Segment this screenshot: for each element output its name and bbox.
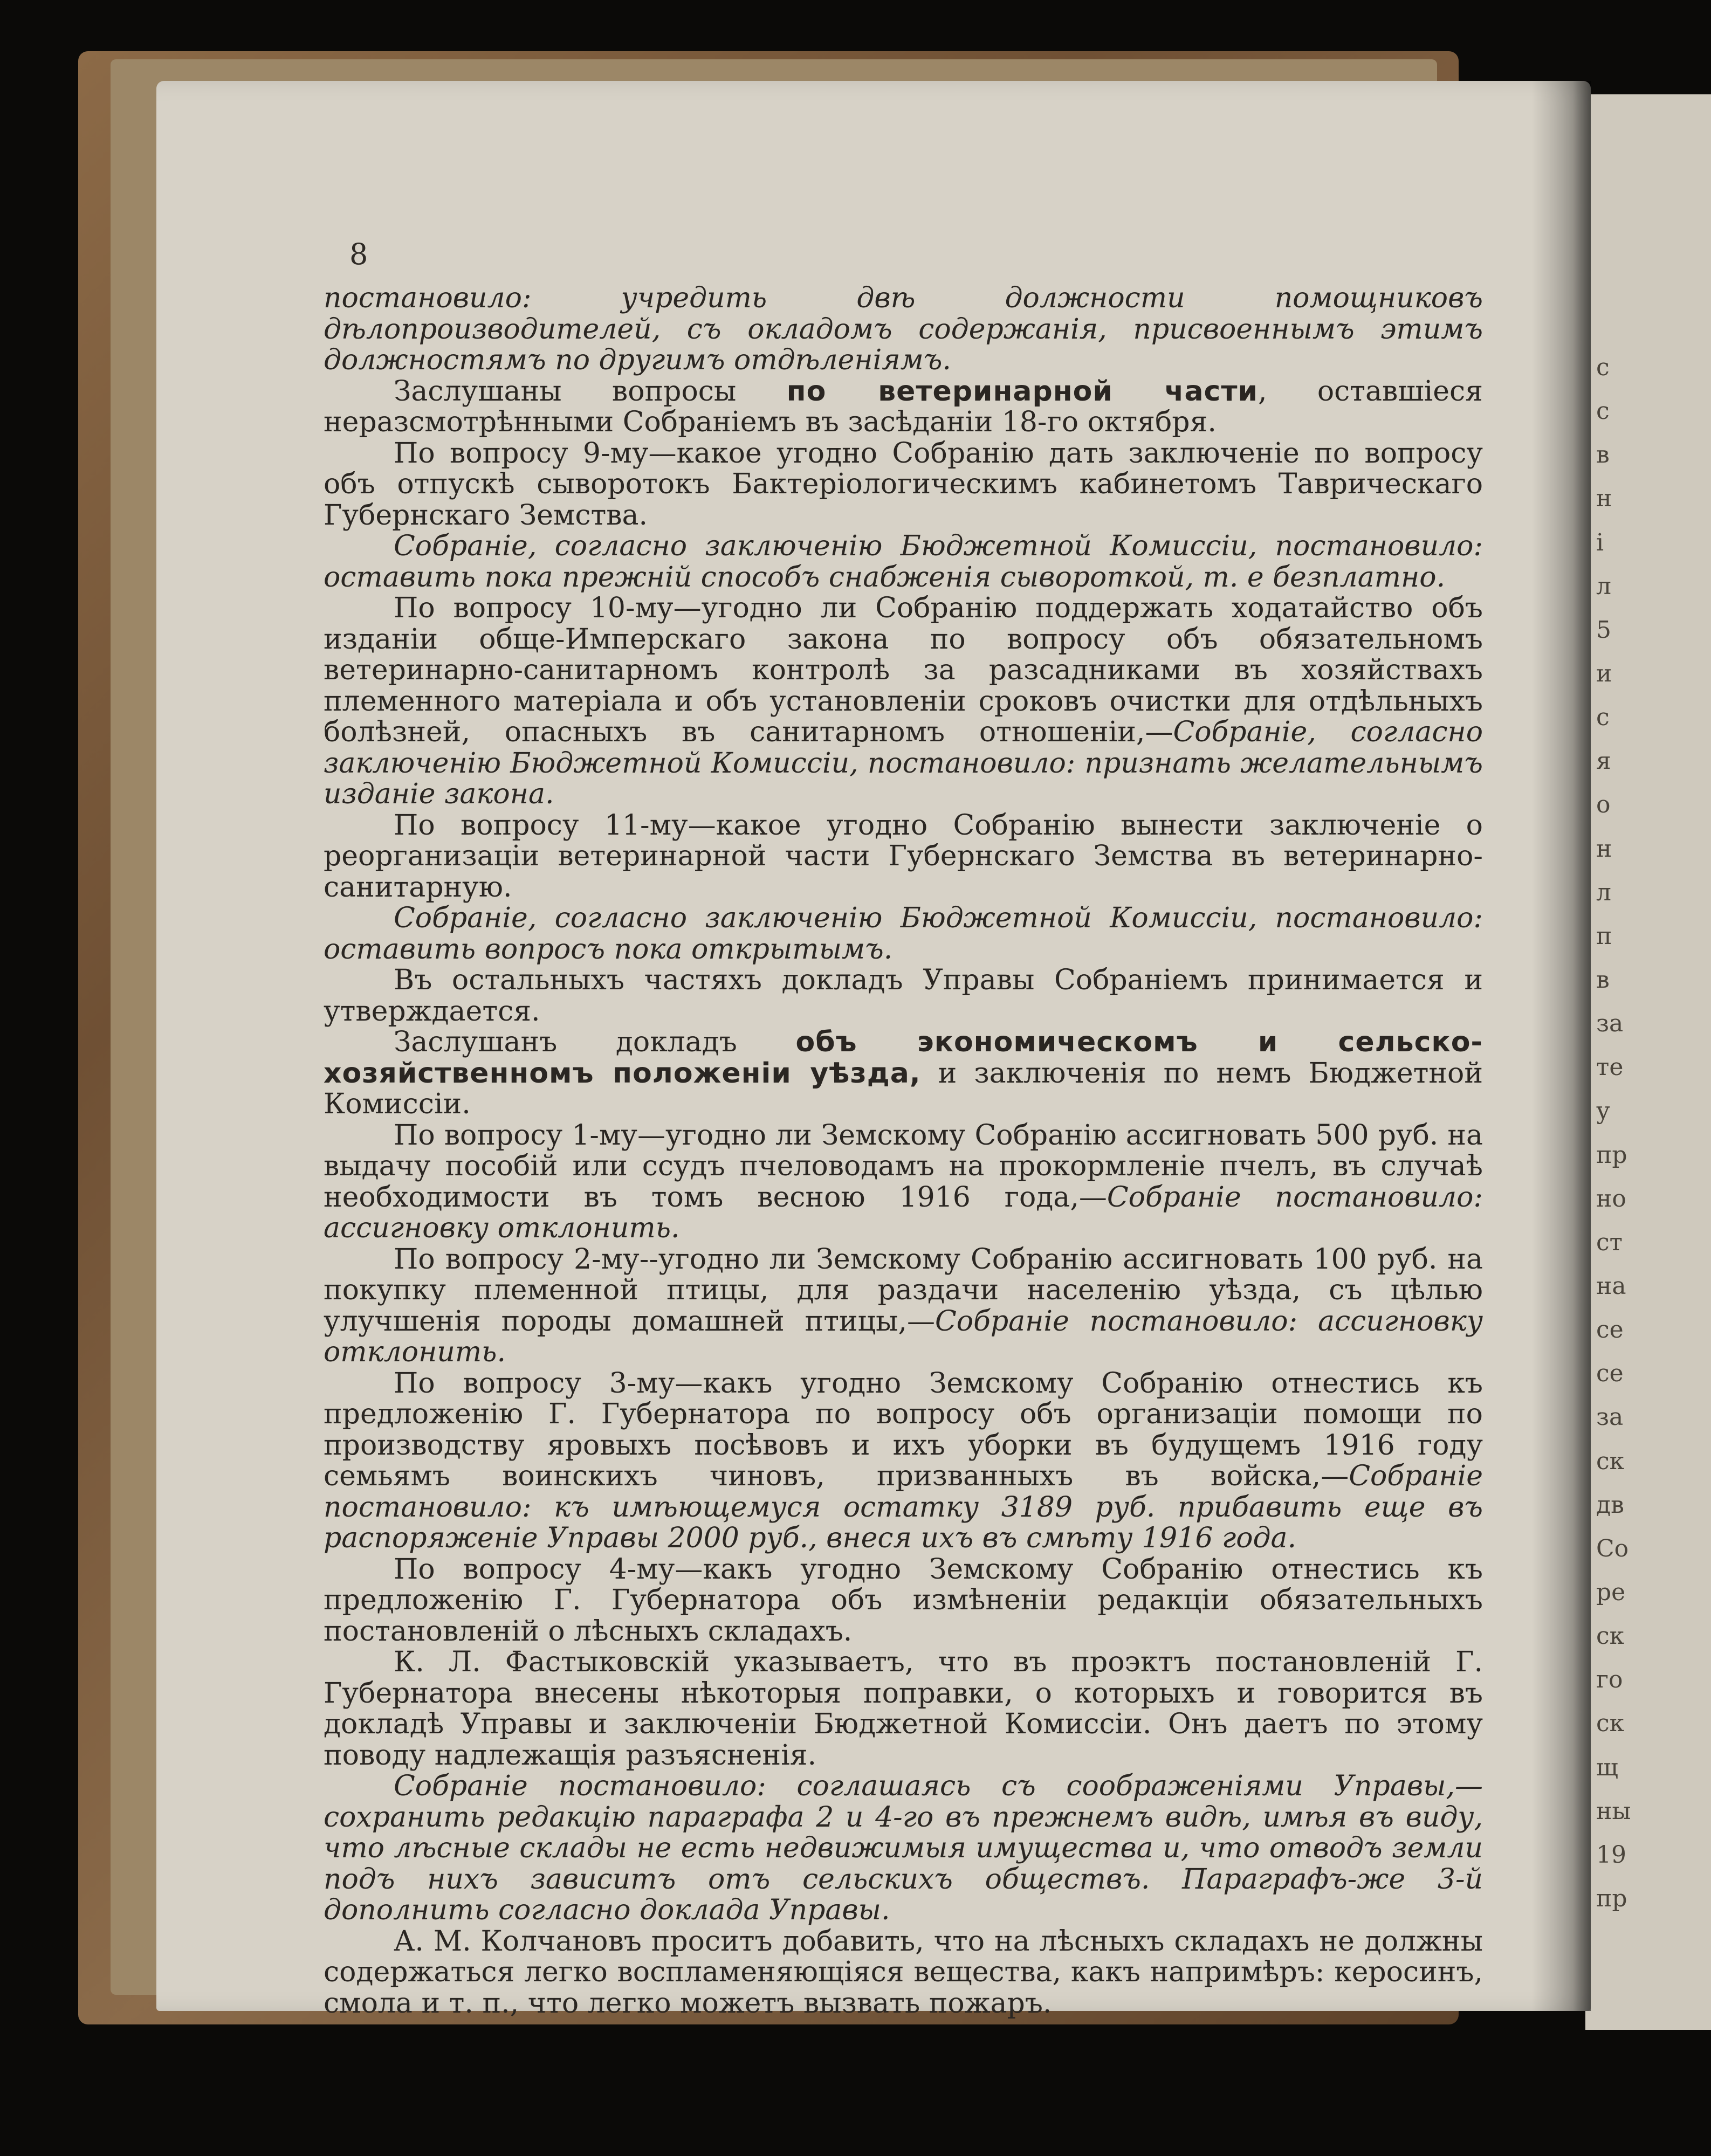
facing-page-fragment: н xyxy=(1596,835,1612,863)
paragraph xyxy=(324,903,1483,965)
facing-page-fragment: п xyxy=(1596,922,1612,950)
facing-page-fragment: Со xyxy=(1596,1535,1629,1562)
facing-page-fragment: те xyxy=(1596,1053,1624,1081)
paragraph xyxy=(324,593,1483,810)
paragraph xyxy=(324,283,1483,376)
facing-page-fragment: л xyxy=(1596,879,1611,906)
facing-page-fragment: в xyxy=(1596,441,1610,469)
facing-page-fragment: ны xyxy=(1596,1797,1631,1825)
facing-page-fragment: пр xyxy=(1596,1885,1627,1912)
facing-page-fragment: щ xyxy=(1596,1754,1618,1781)
paragraph xyxy=(324,965,1483,1027)
facing-page-fragment: о xyxy=(1596,791,1611,818)
body-text: По вопросу 2-му--угодно ли Земскому Собранію ассигновать 100 руб. на покупку племенной птицы, для раздачи населенію уѣзда, съ цѣлью улучшенія породы домашней птицы,— xyxy=(324,1243,1483,1338)
facing-page-fragment: с xyxy=(1596,397,1610,425)
paragraph xyxy=(324,810,1483,904)
facing-page-fragment: но xyxy=(1596,1185,1626,1213)
facing-page-fragment: пр xyxy=(1596,1141,1627,1169)
resolution-text: Собраніе постановило: ассигновку отклонить. xyxy=(324,1305,1483,1368)
facing-page-fragment: ск xyxy=(1596,1622,1625,1650)
paragraph xyxy=(324,1368,1483,1554)
facing-page-fragment: і xyxy=(1596,529,1604,556)
body-text: По вопросу 9-му—какое угодно Собранію дать заключеніе по вопросу объ отпускѣ сыворотокъ Бактеріологическимъ кабинетомъ Таврическаго Губернскаго Земства. xyxy=(324,437,1483,532)
facing-page-fragment: у xyxy=(1596,1097,1610,1125)
body-text: По вопросу 10-му—угодно ли Собранію поддержать ходатайство объ изданіи обще-Имперскаго закона по вопросу объ обязательномъ ветеринарно-санитарномъ контролѣ за разсадниками въ хозяйствахъ племенного матеріала и объ установленіи сроковъ очистки для отдѣльныхъ болѣзней, опасныхъ въ санитарномъ отношеніи,— xyxy=(324,592,1483,748)
resolution-text: постановило: учредить двѣ должности помощниковъ дѣлопроизводителей, съ окладомъ содержанія, присвоеннымъ этимъ должностямъ по другимъ отдѣленіямъ. xyxy=(324,282,1483,376)
page-number: 8 xyxy=(349,237,368,271)
facing-page-fragment: ск xyxy=(1596,1448,1625,1475)
body-text: По вопросу 3-му—какъ угодно Земскому Собранію отнестись къ предложенію Г. Губернатора по вопросу объ организаціи помощи по производству яровыхъ посѣвовъ и ихъ уборки въ будущемъ 1916 году семьямъ воинскихъ чиновъ, призванныхъ въ войска,— xyxy=(324,1367,1483,1492)
facing-page-fragment: 19 xyxy=(1596,1841,1626,1869)
paragraph xyxy=(324,1244,1483,1368)
page-gutter-shadow xyxy=(1531,81,1591,2011)
paragraph xyxy=(324,1926,1483,2020)
resolution-text: Собраніе, согласно заключенію Бюджетной Комиссіи, постановило: оставить пока прежній способъ снабженія сывороткой, т. е безплатно. xyxy=(324,530,1483,594)
body-text: Въ остальныхъ частяхъ докладъ Управы Собраніемъ принимается и утверждается. xyxy=(324,964,1483,1028)
paragraph xyxy=(324,376,1483,438)
resolution-text: Собраніе постановило: соглашаясь съ соображеніями Управы,—сохранить редакцію параграфа 2 и 4-го въ прежнемъ видѣ, имѣя въ виду, что лѣсные склады не есть недвижимыя имущества и, что отводъ земли подъ нихъ зависитъ отъ сельскихъ обществъ. Параграфъ-же 3-й дополнить согласно доклада Управы. xyxy=(324,1770,1483,1926)
facing-page-fragment: и xyxy=(1596,660,1612,687)
paragraph xyxy=(324,1647,1483,1771)
resolution-text: Собраніе, согласно заключенію Бюджетной Комиссіи, постановило: признать желательнымъ изданіе закона. xyxy=(324,716,1483,810)
bold-heading-text: объ экономическомъ и сельско-хозяйственномъ положеніи уѣзда, xyxy=(324,1026,1483,1090)
facing-page-fragment: го xyxy=(1596,1666,1623,1693)
facing-page-fragment: н xyxy=(1596,485,1612,512)
facing-page-fragment: се xyxy=(1596,1316,1624,1344)
paragraph xyxy=(324,438,1483,532)
paragraph xyxy=(324,1027,1483,1120)
body-text: К. Л. Фастыковскій указываетъ, что въ проэктъ постановленій Г. Губернатора внесены нѣкоторыя поправки, о которыхъ и говорится въ докладѣ Управы и заключеніи Бюджетной Комиссіи. Онъ даетъ по этому поводу надлежащія разъясненія. xyxy=(324,1646,1483,1772)
facing-page-fragment: за xyxy=(1596,1403,1624,1431)
paragraph xyxy=(324,531,1483,593)
body-text: , оставшіеся неразсмотрѣнными Собраніемъ въ засѣданіи 18-го октября. xyxy=(324,375,1483,438)
facing-page-fragment: за xyxy=(1596,1010,1624,1037)
bold-heading-text: по ветеринарной части xyxy=(786,375,1258,408)
body-text: По вопросу 11-му—какое угодно Собранію вынести заключеніе о реорганизаціи ветеринарной части Губернскаго Земства въ ветеринарно-санитарную. xyxy=(324,809,1483,904)
resolution-text: Собраніе постановило: ассигновку отклонить. xyxy=(324,1181,1483,1244)
body-text: Заслушаны вопросы xyxy=(394,375,787,408)
facing-page-fragment: с xyxy=(1596,704,1610,731)
facing-page-fragment: в xyxy=(1596,966,1610,994)
facing-page-fragment: на xyxy=(1596,1272,1626,1300)
page-body-text xyxy=(324,283,1483,2019)
body-text: По вопросу 1-му—угодно ли Земскому Собранію ассигновать 500 руб. на выдачу пособій или ссудъ пчеловодамъ на прокормленіе пчелъ, въ случаѣ необходимости въ томъ весною 1916 года,— xyxy=(324,1119,1483,1214)
facing-page-fragment: ре xyxy=(1596,1579,1626,1606)
paragraph xyxy=(324,1554,1483,1648)
body-text: Заслушанъ докладъ xyxy=(394,1026,796,1058)
body-text: и заключенія по немъ Бюджетной Комиссіи. xyxy=(324,1057,1483,1120)
resolution-text: Собраніе, согласно заключенію Бюджетной Комиссіи, постановило: оставить вопросъ пока открытымъ. xyxy=(324,902,1483,966)
body-text: По вопросу 4-му—какъ угодно Земскому Собранію отнестись къ предложенію Г. Губернатора объ измѣненіи редакціи обязательныхъ постановленій о лѣсныхъ складахъ. xyxy=(324,1553,1483,1648)
paragraph xyxy=(324,1771,1483,1926)
facing-page-fragment: я xyxy=(1596,747,1611,775)
facing-page-fragment: л xyxy=(1596,573,1611,600)
facing-page-fragment: 5 xyxy=(1596,616,1611,644)
facing-page-fragment: ст xyxy=(1596,1229,1623,1256)
resolution-text: Собраніе постановило: къ имѣющемуся остатку 3189 руб. прибавить еще въ распоряженіе Управы 2000 руб., внеся ихъ въ смѣту 1916 года. xyxy=(324,1460,1483,1554)
facing-page-fragment: ск xyxy=(1596,1710,1625,1737)
body-text: А. М. Колчановъ проситъ добавить, что на лѣсныхъ складахъ не должны содержаться легко воспламеняющіяся вещества, какъ напримѣръ: керосинъ, смола и т. п., что легко можетъ вызвать пожаръ. xyxy=(324,1925,1483,2020)
facing-page-fragment: се xyxy=(1596,1360,1624,1387)
paragraph xyxy=(324,1120,1483,1244)
facing-page-fragment: дв xyxy=(1596,1491,1624,1519)
facing-page-fragment: с xyxy=(1596,354,1610,381)
